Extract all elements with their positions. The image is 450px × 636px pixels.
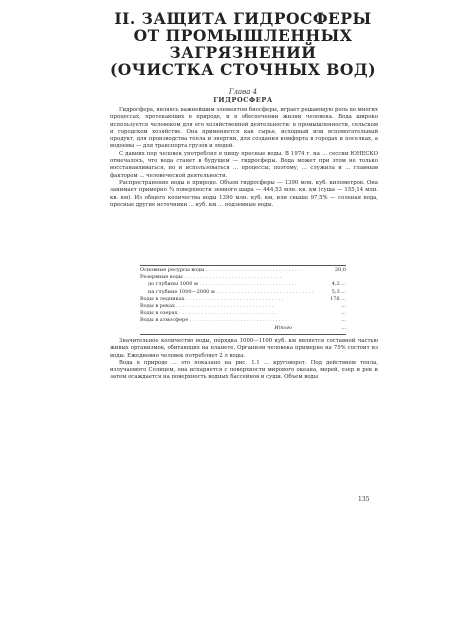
row-label: Основные ресурсы воды . . . — [140, 267, 303, 274]
row-value: ... — [320, 317, 346, 324]
text-block-intro — [110, 107, 378, 209]
water-resources-table — [140, 267, 346, 332]
table-row — [140, 296, 346, 303]
row-label: Воды в реках . . . — [140, 303, 273, 310]
row-label: до глубины 1000 м . . . — [140, 281, 296, 288]
row-label: Воды в ледниках . . . — [140, 296, 283, 303]
paragraph: Вода в природе ... это показано на рис. 1.1 ... круговорот. Под действием тепла, излучаемого Солнцем, она испаряется с поверхности мирового океана, морей, озер и рек и затем осаждается на поверхность водных бассейнов и суши. Объем воды — [110, 359, 378, 381]
row-value: ... — [320, 310, 346, 317]
paragraph: Гидросфера, являясь важнейшим элементом биосферы, играет решающую роль во многих процессах, протекающих в природе, и в обеспечении жизни человека. Вода широко используется человеком для его хозяйственной деятельности: в промышленности, сельском и городском хозяйстве. Она применяется как сырье, исходный или вспомогательный продукт, для производства тепла и энергии, для создания комфорта в городах и поселках, а водоемы — для транспорта грузов и людей. — [110, 107, 378, 150]
table-row — [140, 317, 346, 324]
table-total-row — [140, 325, 346, 332]
part-title-line: II. ЗАЩИТА ГИДРОСФЕРЫ — [114, 9, 372, 28]
chapter-label: Глава 4 — [228, 88, 258, 96]
table-row — [140, 267, 346, 274]
row-value: 5,3 ... — [320, 289, 346, 296]
part-title — [108, 10, 378, 78]
row-label: Воды в озерах . . . — [140, 310, 276, 317]
row-label: Резервные воды . . . — [140, 274, 281, 281]
row-label: на глубине 1000—2000 м . . . — [140, 289, 313, 296]
row-value: 4,2 ... — [320, 281, 346, 288]
paragraph: С давних пор человек употреблял в пищу пресные воды. В 1974 г. на ... сессии ЮНЕСКО отмечалось, что вода станет в будущем — гидросферы. Вода может при этом не только восстанавливаться, но и использоваться ... процессы; поэтому, ... служила и ... главным фактором ... человеческой деятельности. — [110, 150, 378, 179]
chapter-name: ГИДРОСФЕРА — [213, 96, 273, 104]
table-row — [140, 289, 346, 296]
page-number: 135 — [358, 496, 370, 503]
table-row — [140, 310, 346, 317]
row-label: Воды в атмосфере . . . — [140, 317, 287, 324]
paragraph: Распространение воды в природе. Объем гидросферы — 1390 млн. куб. километров. Она занимает примерно ¾ поверхности земного шара — 444,53 млн. кв. км (суша — 155,14 млн. кв. км). Из общего количества воды 1390 млн. куб. км, или свыше 97,5% — соленая вода, пресные другие источники ... куб. км ... подземные воды. — [110, 179, 378, 208]
part-title-line: ЗАГРЯЗНЕНИЙ — [169, 43, 317, 62]
table-row — [140, 274, 346, 281]
row-value — [320, 274, 346, 281]
total-value: ... — [320, 325, 346, 332]
total-label: Итого — [274, 324, 292, 331]
text-block-continued — [110, 338, 378, 382]
row-value: 20,0 — [320, 267, 346, 274]
paragraph: Значительное количество воды, порядка 1000—1100 куб. км является составной частью живых организмов, обитающих на планете. Организм человека примерно на 75% состоит из воды. Ежедневно человек потребляет 2 л воды. — [110, 338, 378, 359]
table-bottom-rule — [140, 334, 346, 335]
part-title-line: (ОЧИСТКА СТОЧНЫХ ВОД) — [109, 60, 377, 79]
table-top-rule — [140, 265, 346, 266]
part-title-line: ОТ ПРОМЫШЛЕННЫХ — [133, 26, 353, 45]
row-value: 176 ... — [320, 296, 346, 303]
table-row — [140, 281, 346, 288]
row-value: ... — [320, 303, 346, 310]
table-row — [140, 303, 346, 310]
